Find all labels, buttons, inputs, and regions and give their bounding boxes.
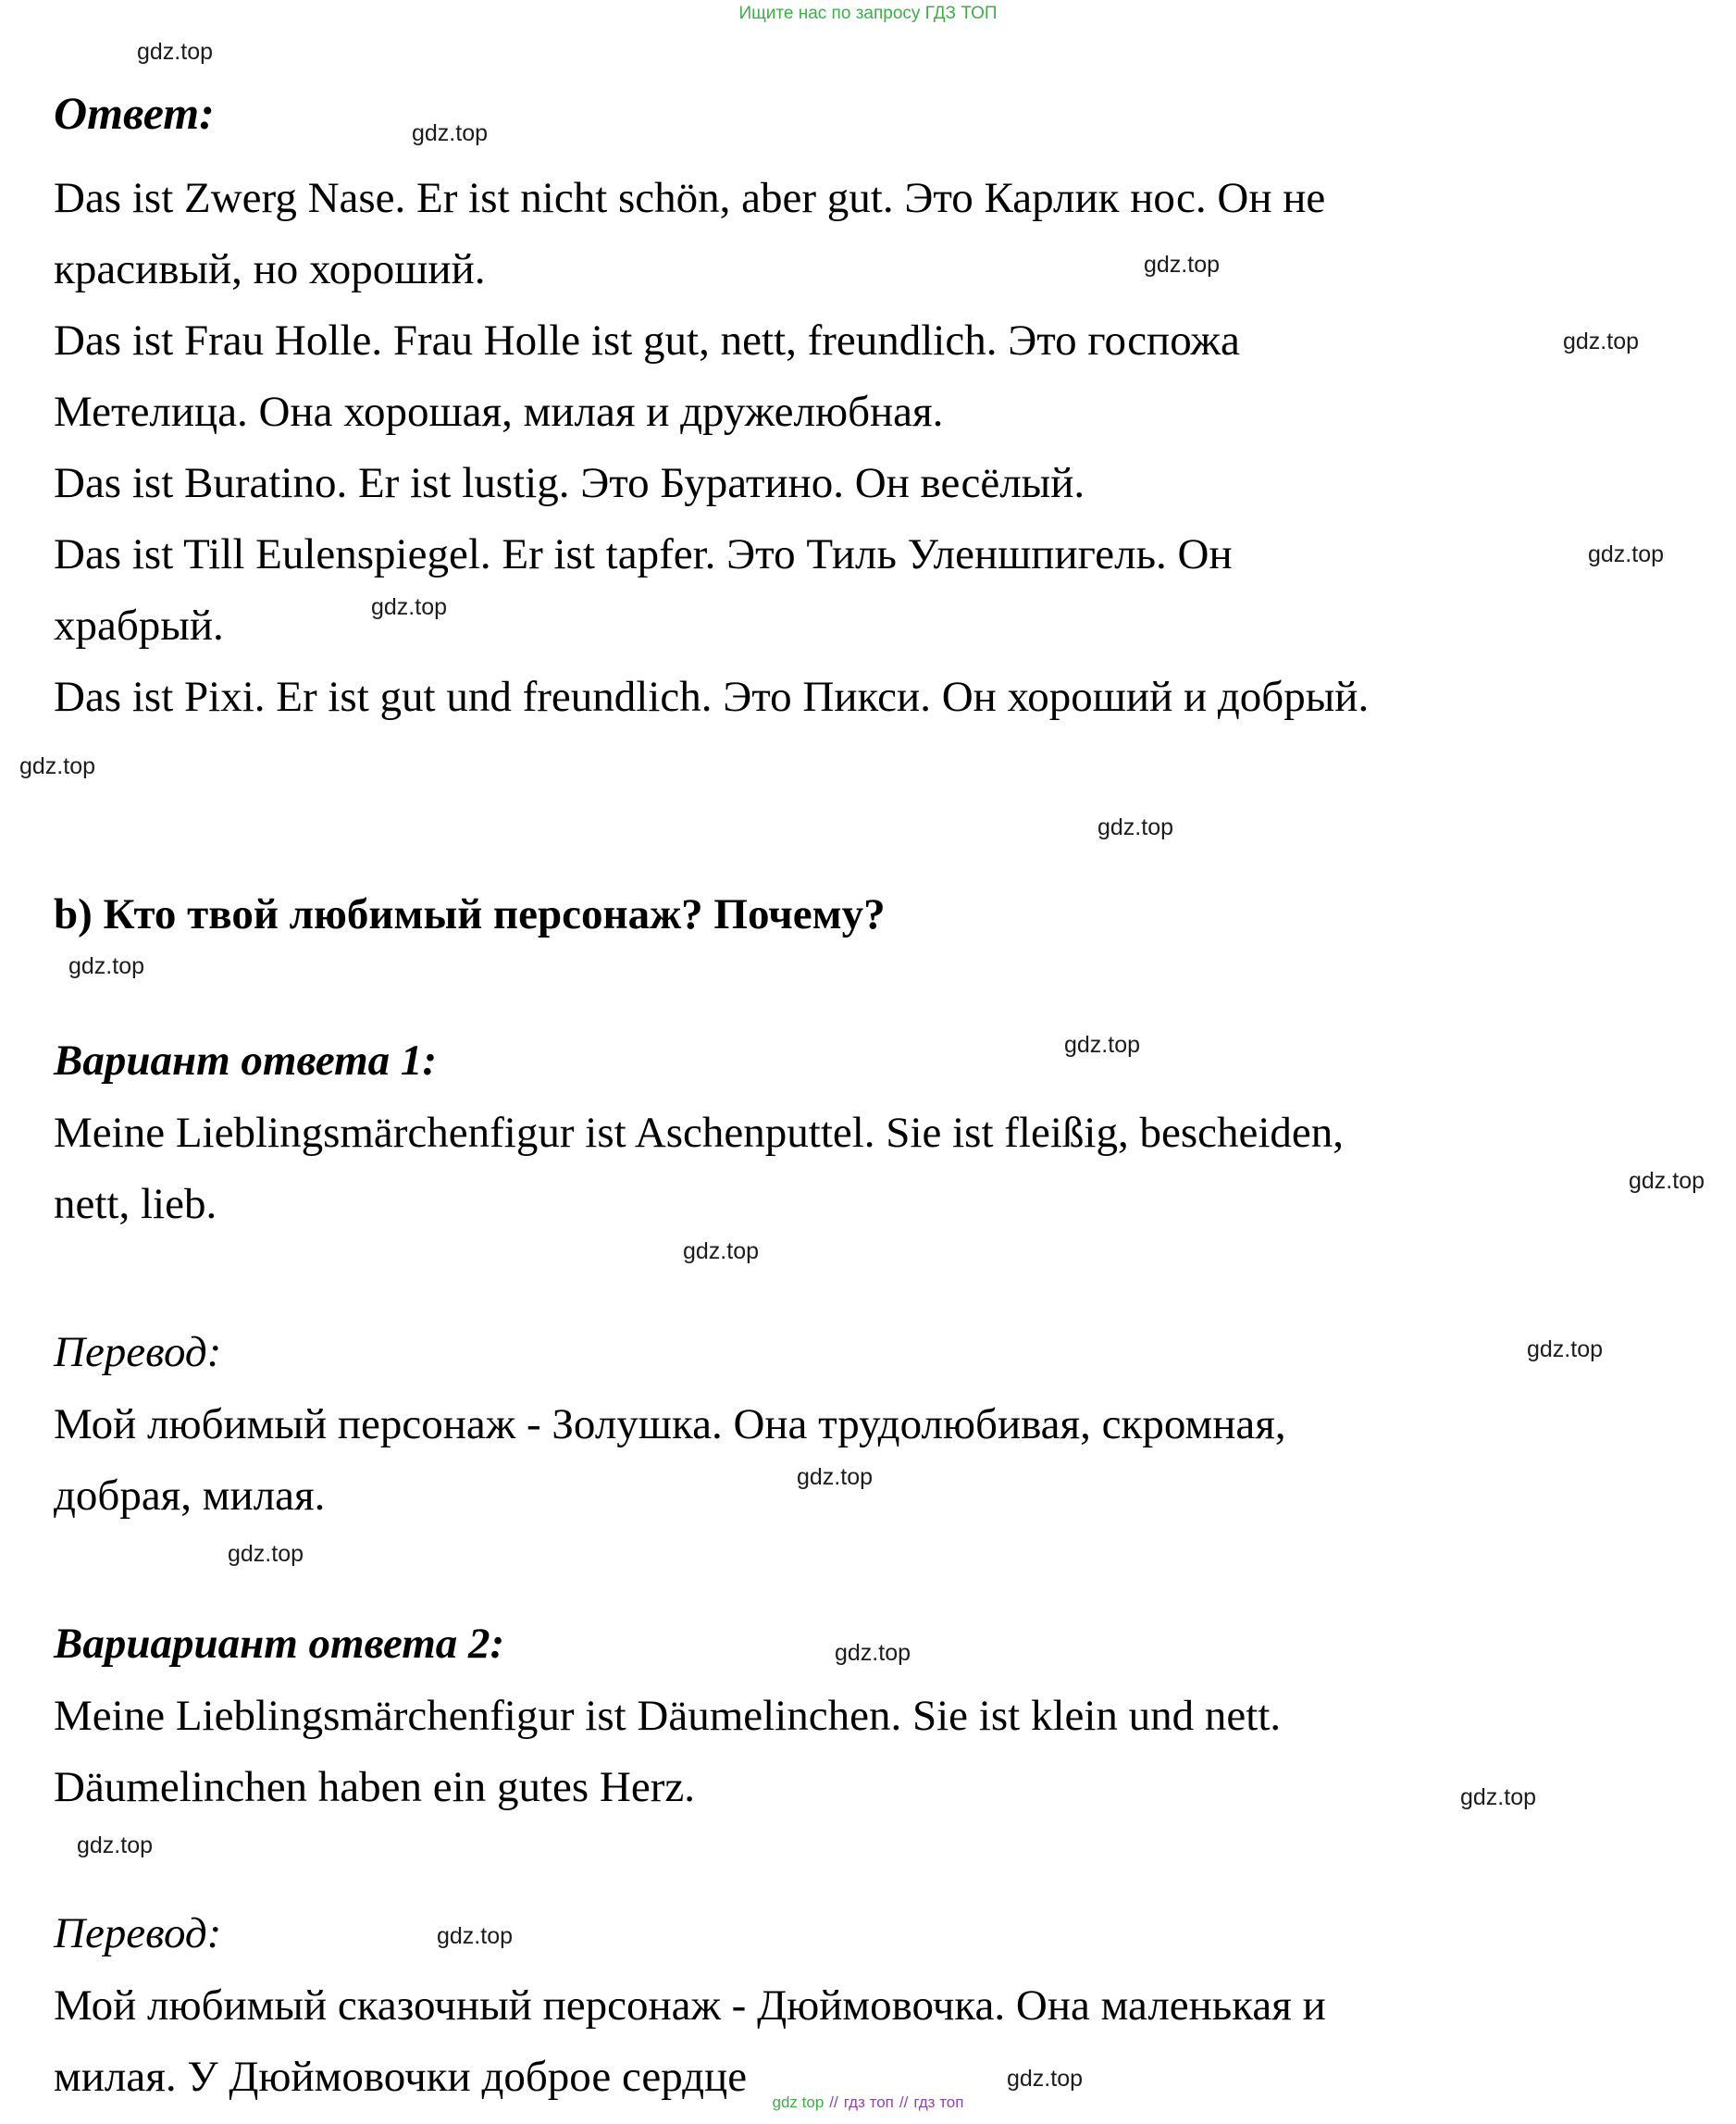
translation1-line: Мой любимый персонаж - Золушка. Она трудолюбивая, скромная, [54, 1400, 1286, 1448]
variant2-line: Däumelinchen haben ein gutes Herz. [54, 1763, 695, 1811]
watermark: gdz.top [1527, 1336, 1604, 1362]
variant2-line: Meine Lieblingsmärchenfigur ist Däumelinchen. Sie ist klein und nett. [54, 1692, 1282, 1740]
variant2-heading: Вариариант ответа 2: [54, 1620, 505, 1668]
watermark: gdz.top [1588, 541, 1665, 567]
translation2-line: милая. У Дюймовочки доброе сердце [54, 2053, 748, 2101]
translation2-heading: Перевод: [54, 1909, 222, 1957]
answer-line: Das ist Till Eulenspiegel. Er ist tapfer. Это Тиль Уленшпигель. Он [54, 530, 1233, 578]
translation1-heading: Перевод: [54, 1328, 222, 1376]
watermark: gdz.top [77, 1832, 154, 1858]
translation1-text [54, 1389, 1710, 1532]
watermark: gdz.top [68, 953, 145, 979]
answer-line: Метелица. Она хорошая, милая и дружелюбная. [54, 388, 944, 436]
variant1-heading: Вариант ответа 1: [54, 1037, 438, 1085]
answer-line: красивый, но хороший. [54, 245, 486, 293]
watermark: gdz.top [1563, 329, 1640, 354]
variant1-line: nett, lieb. [54, 1180, 217, 1228]
translation1-line: добрая, милая. [54, 1472, 326, 1520]
watermark: gdz.top [1629, 1168, 1705, 1194]
watermark: gdz.top [137, 39, 214, 65]
answer-heading: Ответ: [54, 87, 215, 139]
watermark: gdz.top [683, 1238, 760, 1264]
watermark: gdz.top [19, 753, 96, 779]
footer-link-gdz-top-ru-1[interactable]: гдз топ [843, 2093, 894, 2111]
watermark: gdz.top [1007, 2066, 1084, 2092]
watermark: gdz.top [371, 594, 448, 620]
footer-link-gdz-top-ru-2[interactable]: гдз топ [913, 2093, 964, 2111]
variant1-line: Meine Lieblingsmärchenfigur ist Aschenputtel. Sie ist fleißig, bescheiden, [54, 1109, 1345, 1157]
watermark: gdz.top [1460, 1784, 1537, 1810]
watermark: gdz.top [835, 1640, 911, 1666]
watermark: gdz.top [412, 120, 489, 146]
variant2-text [54, 1681, 1710, 1823]
answer-line: храбрый. [54, 602, 224, 650]
watermark: gdz.top [797, 1464, 874, 1490]
footer-separator: // [829, 2093, 838, 2111]
watermark: gdz.top [228, 1541, 304, 1567]
promo-text: Ищите нас по запросу ГДЗ ТОП [738, 4, 998, 23]
answer-line: Das ist Buratino. Er ist lustig. Это Буратино. Он весёлый. [54, 459, 1085, 507]
footer-links [0, 2093, 1736, 2112]
footer-separator: // [899, 2093, 909, 2111]
translation2-line: Мой любимый сказочный персонаж - Дюймовочка. Она маленькая и [54, 1981, 1326, 2030]
answer-paragraphs [54, 163, 1710, 733]
answer-line: Das ist Zwerg Nase. Er ist nicht schön, aber gut. Это Карлик нос. Он не [54, 174, 1326, 222]
question-b-heading: b) Кто твой любимый персонаж? Почему? [54, 890, 886, 938]
answer-line: Das ist Pixi. Er ist gut und freundlich. Это Пикси. Он хороший и добрый. [54, 673, 1370, 721]
answer-line: Das ist Frau Holle. Frau Holle ist gut, nett, freundlich. Это госпожа [54, 317, 1240, 365]
translation2-text [54, 1970, 1710, 2113]
variant1-text [54, 1098, 1710, 1240]
watermark: gdz.top [1064, 1032, 1141, 1058]
watermark: gdz.top [1097, 814, 1174, 840]
watermark: gdz.top [437, 1923, 514, 1949]
footer-link-gdz-top[interactable]: gdz top [772, 2093, 825, 2111]
watermark: gdz.top [1144, 252, 1221, 278]
